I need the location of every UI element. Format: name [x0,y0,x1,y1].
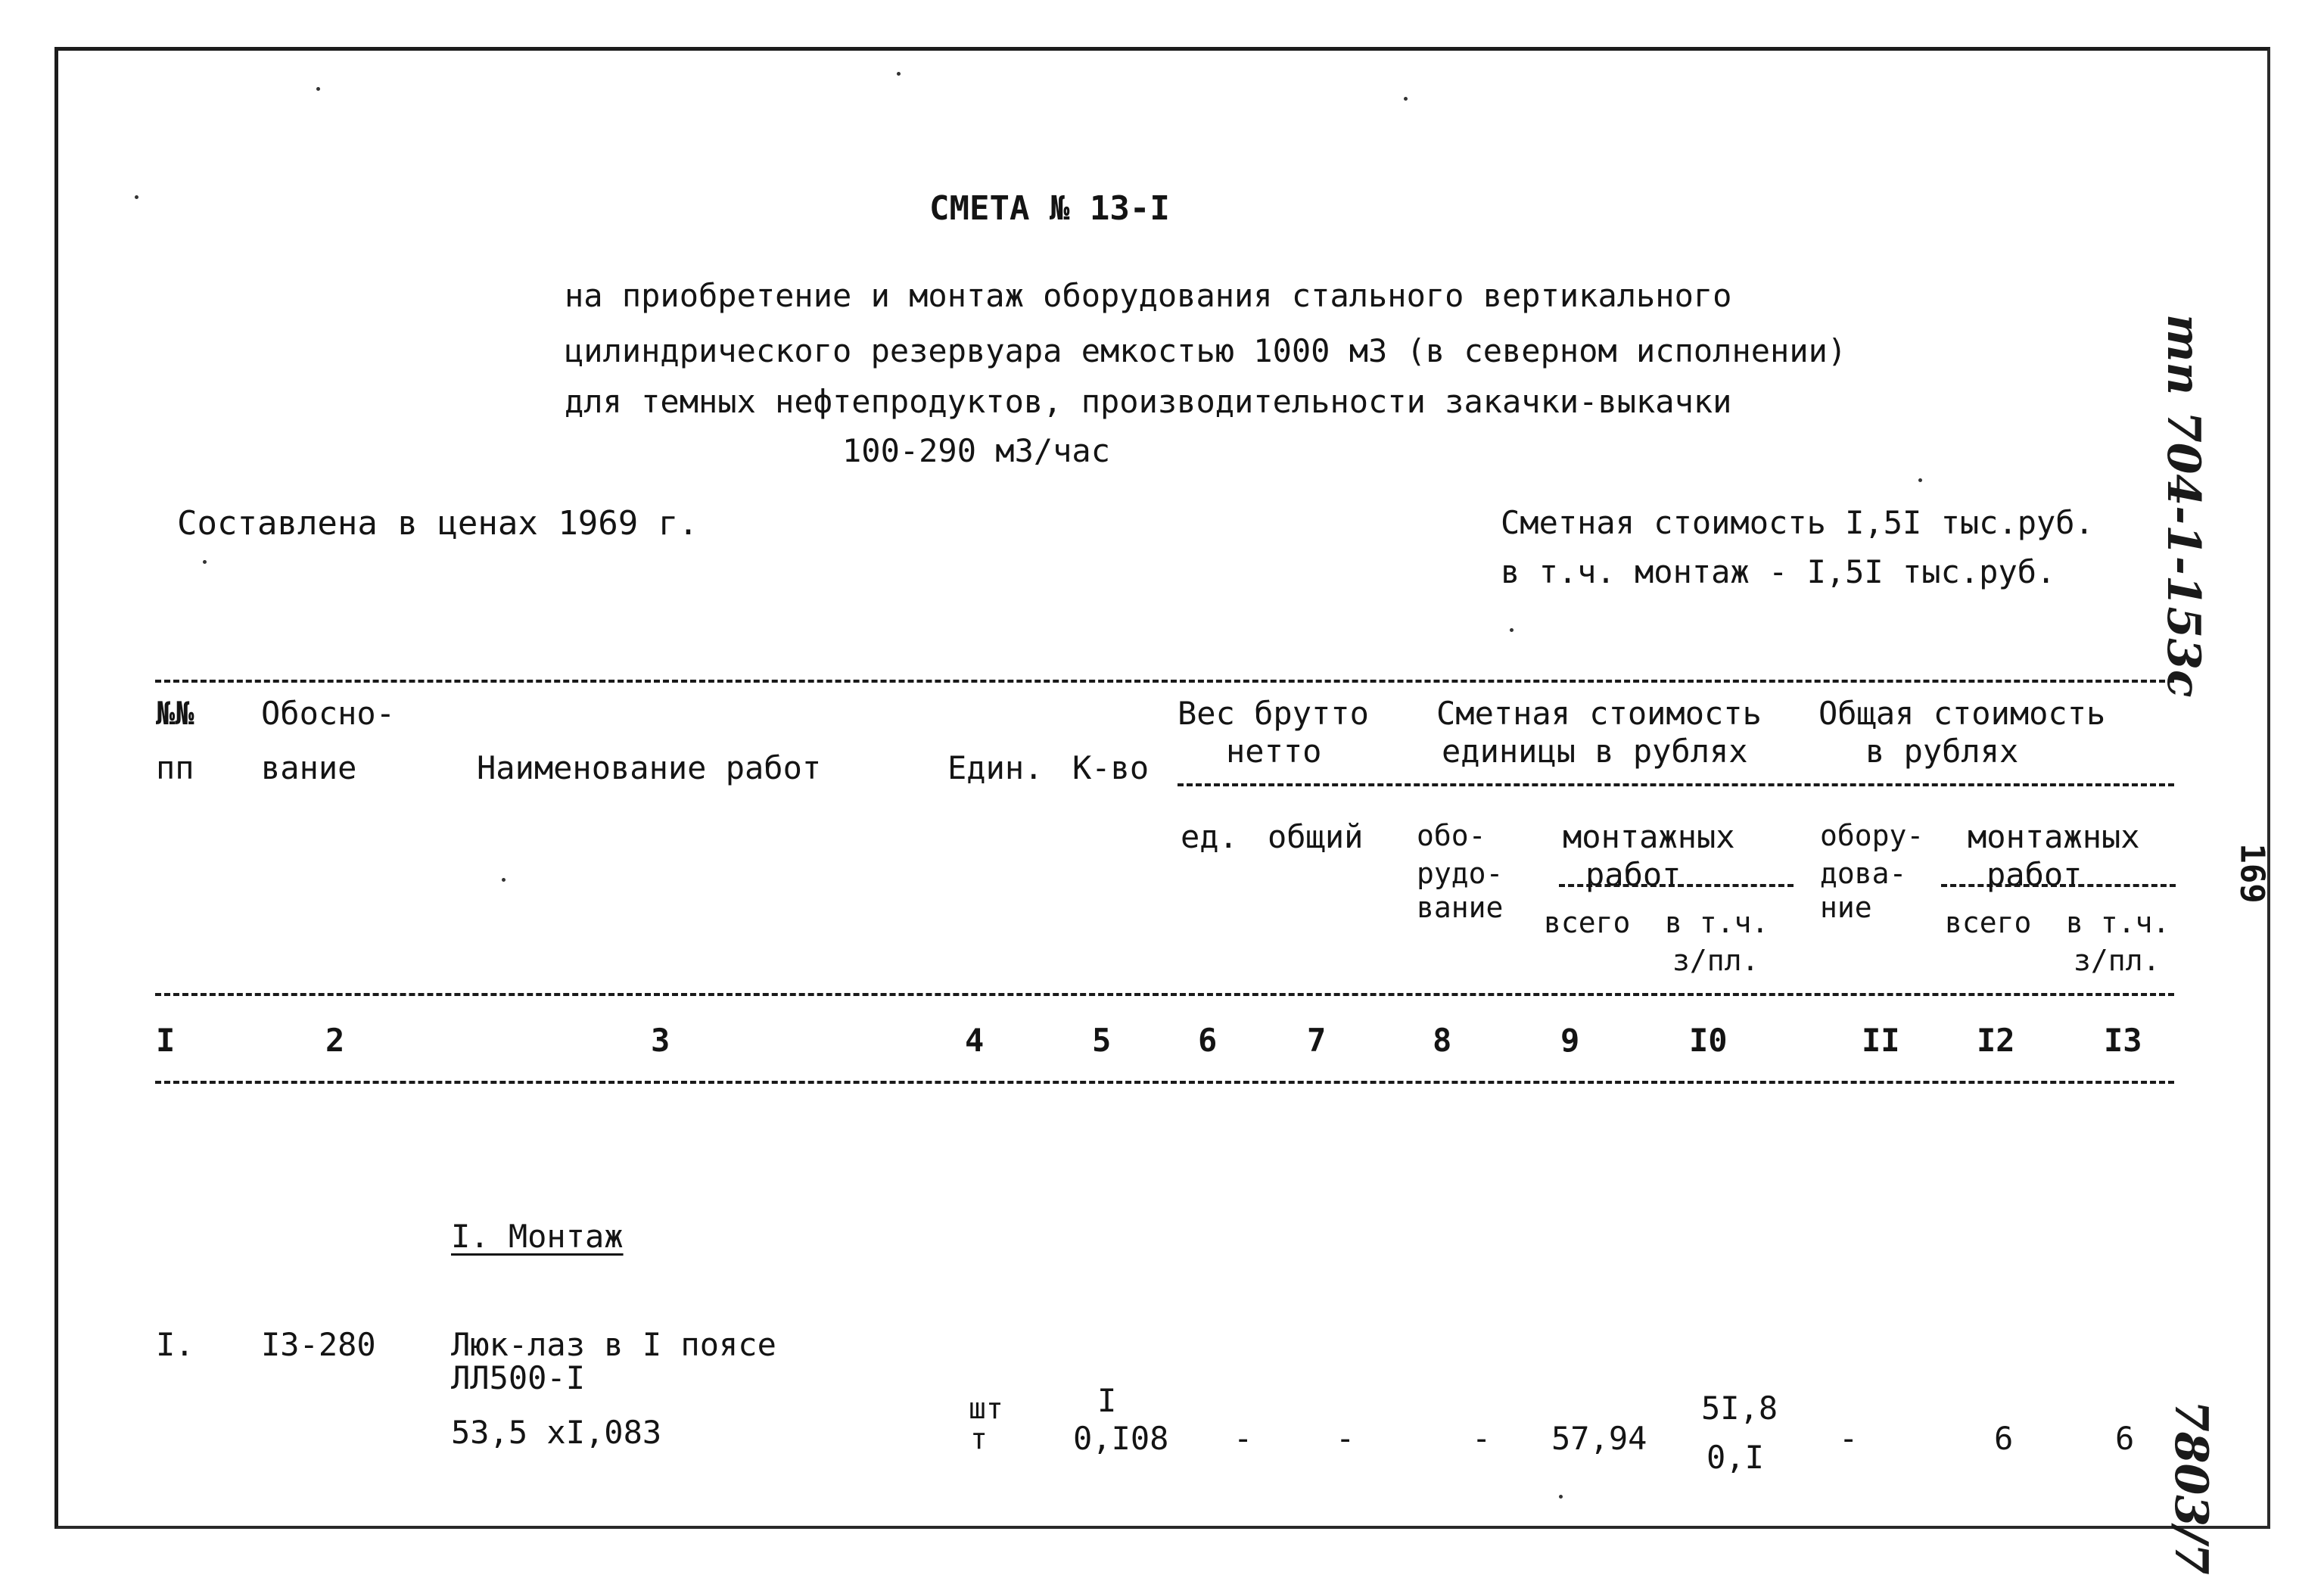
row-name-line-3: 53,5 хI,083 [451,1414,662,1451]
header-unit-cost-2: единицы в рублях [1442,733,1748,770]
header-incl-13-1: в т.ч. [2066,906,2170,939]
header-basis-1: Обосно- [261,695,396,732]
row-col7: - [1336,1420,1355,1457]
header-install-12-13: монтажных [1968,818,2140,855]
cost-install: в т.ч. монтаж - I,5I тыс.руб. [1501,553,2056,590]
header-install-9-10: монтажных [1563,818,1735,855]
section-title-text: I. Монтаж [451,1218,624,1255]
column-number: I3 [2104,1022,2142,1059]
column-number: 2 [325,1022,345,1059]
row-qty-2: 0,I08 [1073,1420,1169,1457]
column-number: 6 [1198,1022,1218,1059]
header-unit: Един. [947,749,1044,786]
header-all-9: всего [1544,906,1631,939]
header-equip11-1: обору- [1820,819,1924,852]
row-col6: - [1234,1420,1253,1457]
document-title: СМЕТА № 13-I [929,189,1170,228]
scan-speck [1918,478,1922,482]
header-unit-cost-1: Сметная стоимость [1436,695,1762,732]
row-col13: 6 [2115,1420,2135,1457]
column-number: 8 [1433,1022,1452,1059]
header-incl-10-2: з/пл. [1672,944,1759,977]
cost-total: Сметная стоимость I,5I тыс.руб. [1501,504,2094,541]
scan-speck [1510,628,1514,632]
column-number: II [1862,1022,1900,1059]
header-works-12-13: работ [1986,856,2083,893]
row-col12: 6 [1994,1420,2014,1457]
row-col10-2: 0,I [1706,1439,1764,1476]
header-weight-unit: ед. [1181,818,1238,855]
column-number: 7 [1307,1022,1327,1059]
scan-speck [1404,97,1408,101]
column-number: I0 [1689,1022,1728,1059]
header-equip11-3: ние [1820,891,1872,924]
header-equip8-2: рудо- [1417,857,1504,890]
scan-speck [203,560,207,564]
header-equip11-2: дова- [1820,857,1907,890]
header-total-cost-2: в рублях [1865,733,2019,770]
scan-speck [897,72,901,76]
header-qty: К-во [1072,749,1150,786]
scan-speck [502,878,506,882]
row-col8: - [1472,1420,1492,1457]
column-number: I2 [1977,1022,2015,1059]
header-incl-13-2: з/пл. [2074,944,2161,977]
column-number: 5 [1092,1022,1112,1059]
header-num-1: №№ [156,695,194,732]
rule-mid [155,993,2174,996]
subtitle-line-1: на приобретение и монтаж оборудования стального вертикального [565,277,1732,314]
row-col9: 57,94 [1551,1420,1647,1457]
header-equip8-3: вание [1417,891,1504,924]
rule-top [155,680,2174,683]
header-weight-2: нетто [1226,733,1322,770]
row-unit-1: шт [969,1392,1003,1425]
page-border [54,47,2270,1529]
column-number: 3 [651,1022,670,1059]
prices-note: Составлена в ценах 1969 г. [177,504,698,543]
row-qty-1: I [1097,1382,1117,1419]
scan-speck [1559,1495,1563,1499]
column-number: 4 [965,1022,985,1059]
row-name-line-2: ЛЛ500-I [451,1359,586,1396]
subtitle-line-4: 100-290 м3/час [842,432,1111,469]
page-number: 169 [2232,843,2272,904]
header-equip8-1: обо- [1417,819,1486,852]
row-name-line-1: Люк-лаз в I поясе [451,1326,776,1363]
subtitle-line-3: для темных нефтепродуктов, производительности закачки-выкачки [565,383,1732,420]
row-num: I. [156,1326,194,1363]
row-col11: - [1839,1420,1859,1457]
header-incl-10-1: в т.ч. [1665,906,1769,939]
header-name: Наименование работ [477,749,822,786]
header-basis-2: вание [261,749,357,786]
header-works-9-10: работ [1585,856,1682,893]
header-total-cost-1: Общая стоимость [1818,695,2106,732]
column-number: 9 [1560,1022,1580,1059]
header-num-2: пп [156,749,194,786]
row-col10-1: 5I,8 [1701,1390,1778,1427]
header-all-12: всего [1945,906,2032,939]
rule-sub-weight [1178,783,2174,786]
column-number: I [156,1022,176,1059]
header-weight-1: Вес брутто [1178,695,1369,732]
scan-speck [135,195,138,199]
row-unit-2: т [970,1422,988,1455]
section-title [451,1218,624,1255]
scan-speck [316,87,320,91]
rule-bottom [155,1081,2174,1084]
subtitle-line-2: цилиндрического резервуара емкостью 1000 м3 (в северном исполнении) [565,332,1847,369]
row-basis: I3-280 [261,1326,376,1363]
header-weight-total: общий [1268,818,1364,855]
